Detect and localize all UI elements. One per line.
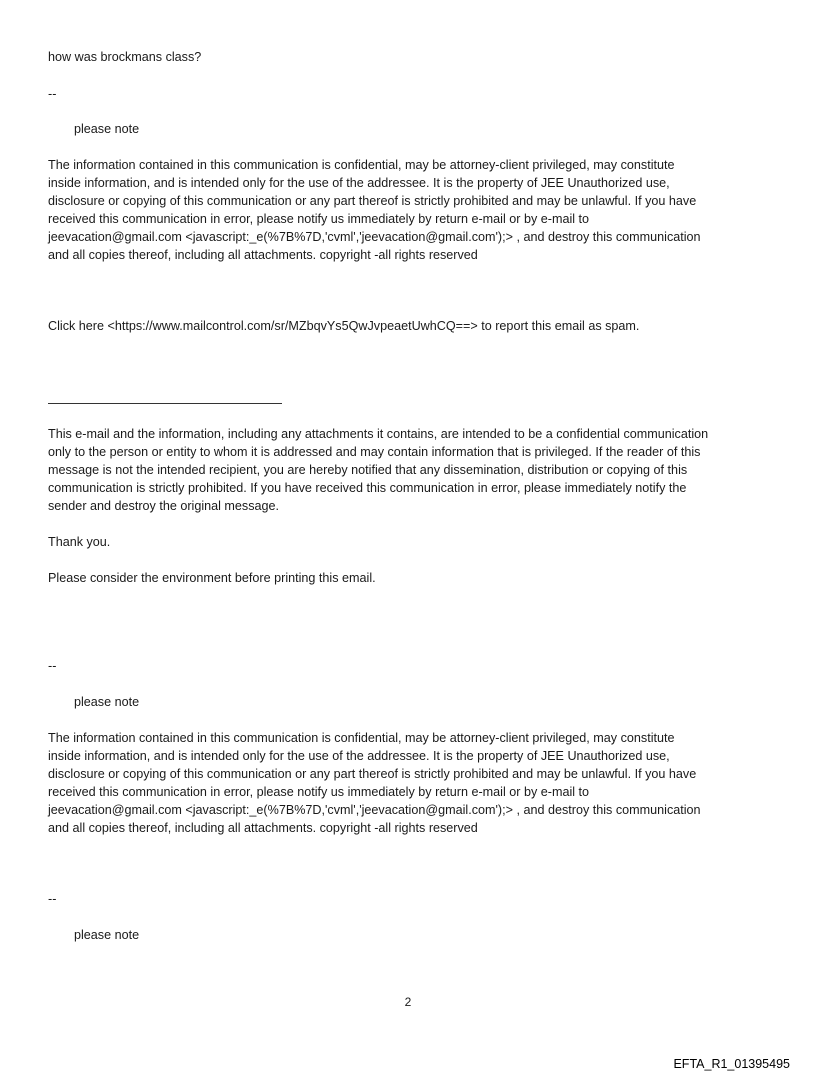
document-id: EFTA_R1_01395495	[673, 1057, 790, 1071]
disclaimer-line: only to the person or entity to whom it is addressed and may contain information that is privileged. If the reader of this	[48, 445, 701, 459]
notice-line: The information contained in this communication is confidential, may be attorney-client privileged, may constitute	[48, 158, 675, 172]
notice-line: inside information, and is intended only for the use of the addressee. It is the property of JEE Unauthorized use,	[48, 749, 670, 763]
spam-report-link[interactable]: Click here <https://www.mailcontrol.com/sr/MZbqvYs5QwJvpeaetUwhCQ==> to report this email as spam.	[48, 319, 640, 333]
confidentiality-notice	[48, 156, 770, 264]
notice-line: disclosure or copying of this communication or any part thereof is strictly prohibited and may be unlawful. If you have	[48, 194, 697, 208]
signature-separator: --	[48, 659, 57, 673]
signature-separator: --	[48, 892, 57, 906]
notice-line: received this communication in error, please notify us immediately by return e-mail or by e-mail to	[48, 785, 590, 799]
thank-you-line: Thank you.	[48, 535, 111, 549]
notice-line: disclosure or copying of this communication or any part thereof is strictly prohibited and may be unlawful. If you have	[48, 767, 697, 781]
disclaimer-line: This e-mail and the information, including any attachments it contains, are intended to be a confidential communication	[48, 427, 709, 441]
page-number: 2	[404, 995, 412, 1009]
please-note-heading: please note	[74, 695, 140, 709]
notice-line: inside information, and is intended only for the use of the addressee. It is the property of JEE Unauthorized use,	[48, 176, 670, 190]
environment-note: Please consider the environment before printing this email.	[48, 571, 376, 585]
notice-line: and all copies thereof, including all attachments. copyright -all rights reserved	[48, 248, 478, 262]
notice-line: jeevacation@gmail.com <javascript:_e(%7B%7D,'cvml','jeevacation@gmail.com');> , and destroy this communication	[48, 230, 701, 244]
opening-line: how was brockmans class?	[48, 50, 202, 64]
please-note-heading: please note	[74, 928, 140, 942]
email-disclaimer	[48, 425, 770, 515]
notice-line: jeevacation@gmail.com <javascript:_e(%7B%7D,'cvml','jeevacation@gmail.com');> , and destroy this communication	[48, 803, 701, 817]
notice-line: The information contained in this communication is confidential, may be attorney-client privileged, may constitute	[48, 731, 675, 745]
signature-separator: --	[48, 87, 57, 101]
disclaimer-line: message is not the intended recipient, you are hereby notified that any dissemination, distribution or copying of this	[48, 463, 688, 477]
notice-line: and all copies thereof, including all attachments. copyright -all rights reserved	[48, 821, 478, 835]
disclaimer-line: communication is strictly prohibited. If you have received this communication in error, please immediately notify the	[48, 481, 687, 495]
notice-line: received this communication in error, please notify us immediately by return e-mail or by e-mail to	[48, 212, 590, 226]
please-note-heading: please note	[74, 122, 140, 136]
confidentiality-notice	[48, 729, 770, 837]
disclaimer-line: sender and destroy the original message.	[48, 499, 280, 513]
divider-line	[48, 403, 282, 404]
